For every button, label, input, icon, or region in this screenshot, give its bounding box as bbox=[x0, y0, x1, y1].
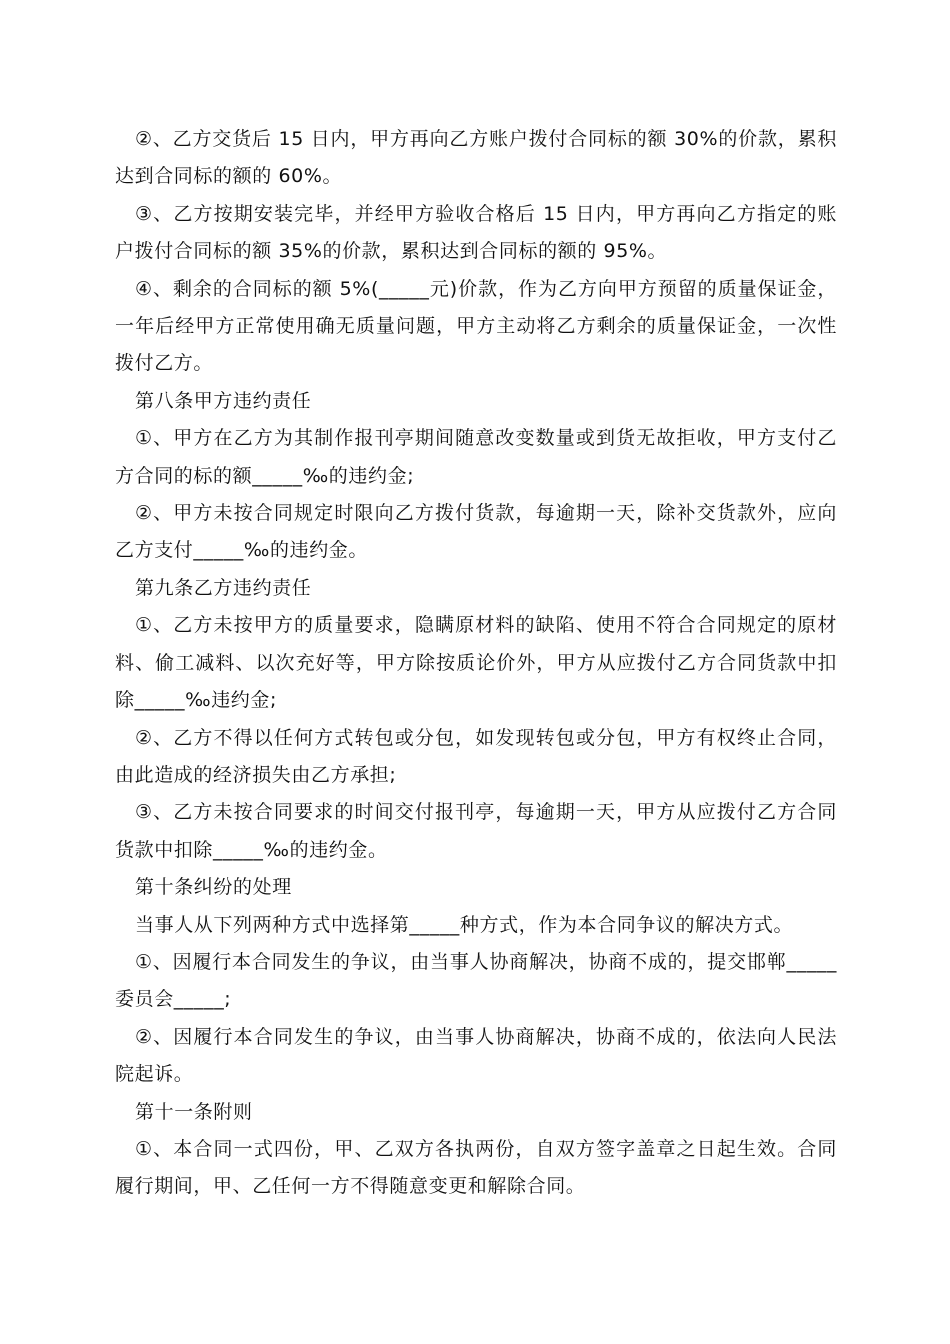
paragraph-clause-10-2: ②、因履行本合同发生的争议，由当事人协商解决，协商不成的，依法向人民法院起诉。 bbox=[115, 1025, 837, 1086]
paragraph-article-10-intro: 当事人从下列两种方式中选择第_____种方式，作为本合同争议的解决方式。 bbox=[135, 913, 794, 936]
heading-article-8: 第八条甲方违约责任 bbox=[135, 389, 312, 412]
paragraph-clause-11-1: ①、本合同一式四份，甲、乙双方各执两份，自双方签字盖章之日起生效。合同履行期间，甲、乙任何一方不得随意变更和解除合同。 bbox=[115, 1137, 837, 1198]
paragraph-clause-9-1: ①、乙方未按甲方的质量要求，隐瞒原材料的缺陷、使用不符合合同规定的原材料、偷工减料、以次充好等，甲方除按质论价外，甲方从应拨付乙方合同货款中扣除_____‰违约金; bbox=[115, 614, 837, 712]
paragraph-clause-9-3: ③、乙方未按合同要求的时间交付报刊亭，每逾期一天，甲方从应拨付乙方合同货款中扣除_____‰的违约金。 bbox=[115, 801, 837, 861]
paragraph-clause-7-3: ③、乙方按期安装完毕，并经甲方验收合格后 15 日内，甲方再向乙方指定的账户拨付合同标的额 35%的价款，累积达到合同标的额的 95%。 bbox=[115, 202, 837, 263]
heading-article-11: 第十一条附则 bbox=[135, 1100, 253, 1123]
paragraph-clause-7-4: ④、剩余的合同标的额 5%(_____元)价款，作为乙方向甲方预留的质量保证金，一年后经甲方正常使用确无质量问题，甲方主动将乙方剩余的质量保证金，一次性拨付乙方。 bbox=[115, 277, 837, 375]
paragraph-clause-10-1: ①、因履行本合同发生的争议，由当事人协商解决，协商不成的，提交邯郸_____委员会_____; bbox=[115, 950, 837, 1011]
document-body bbox=[115, 121, 837, 1206]
paragraph-clause-8-1: ①、甲方在乙方为其制作报刊亭期间随意改变数量或到货无故拒收，甲方支付乙方合同的标的额_____‰的违约金; bbox=[115, 427, 837, 487]
paragraph-clause-7-2: ②、乙方交货后 15 日内，甲方再向乙方账户拨付合同标的额 30%的价款，累积达到合同标的额的 60%。 bbox=[115, 128, 837, 188]
paragraph-clause-9-2: ②、乙方不得以任何方式转包或分包，如发现转包或分包，甲方有权终止合同，由此造成的经济损失由乙方承担; bbox=[115, 726, 837, 786]
heading-article-9: 第九条乙方违约责任 bbox=[135, 576, 312, 599]
paragraph-clause-8-2: ②、甲方未按合同规定时限向乙方拨付货款，每逾期一天，除补交货款外，应向乙方支付_____‰的违约金。 bbox=[115, 502, 837, 562]
heading-article-10: 第十条纠纷的处理 bbox=[135, 876, 292, 899]
